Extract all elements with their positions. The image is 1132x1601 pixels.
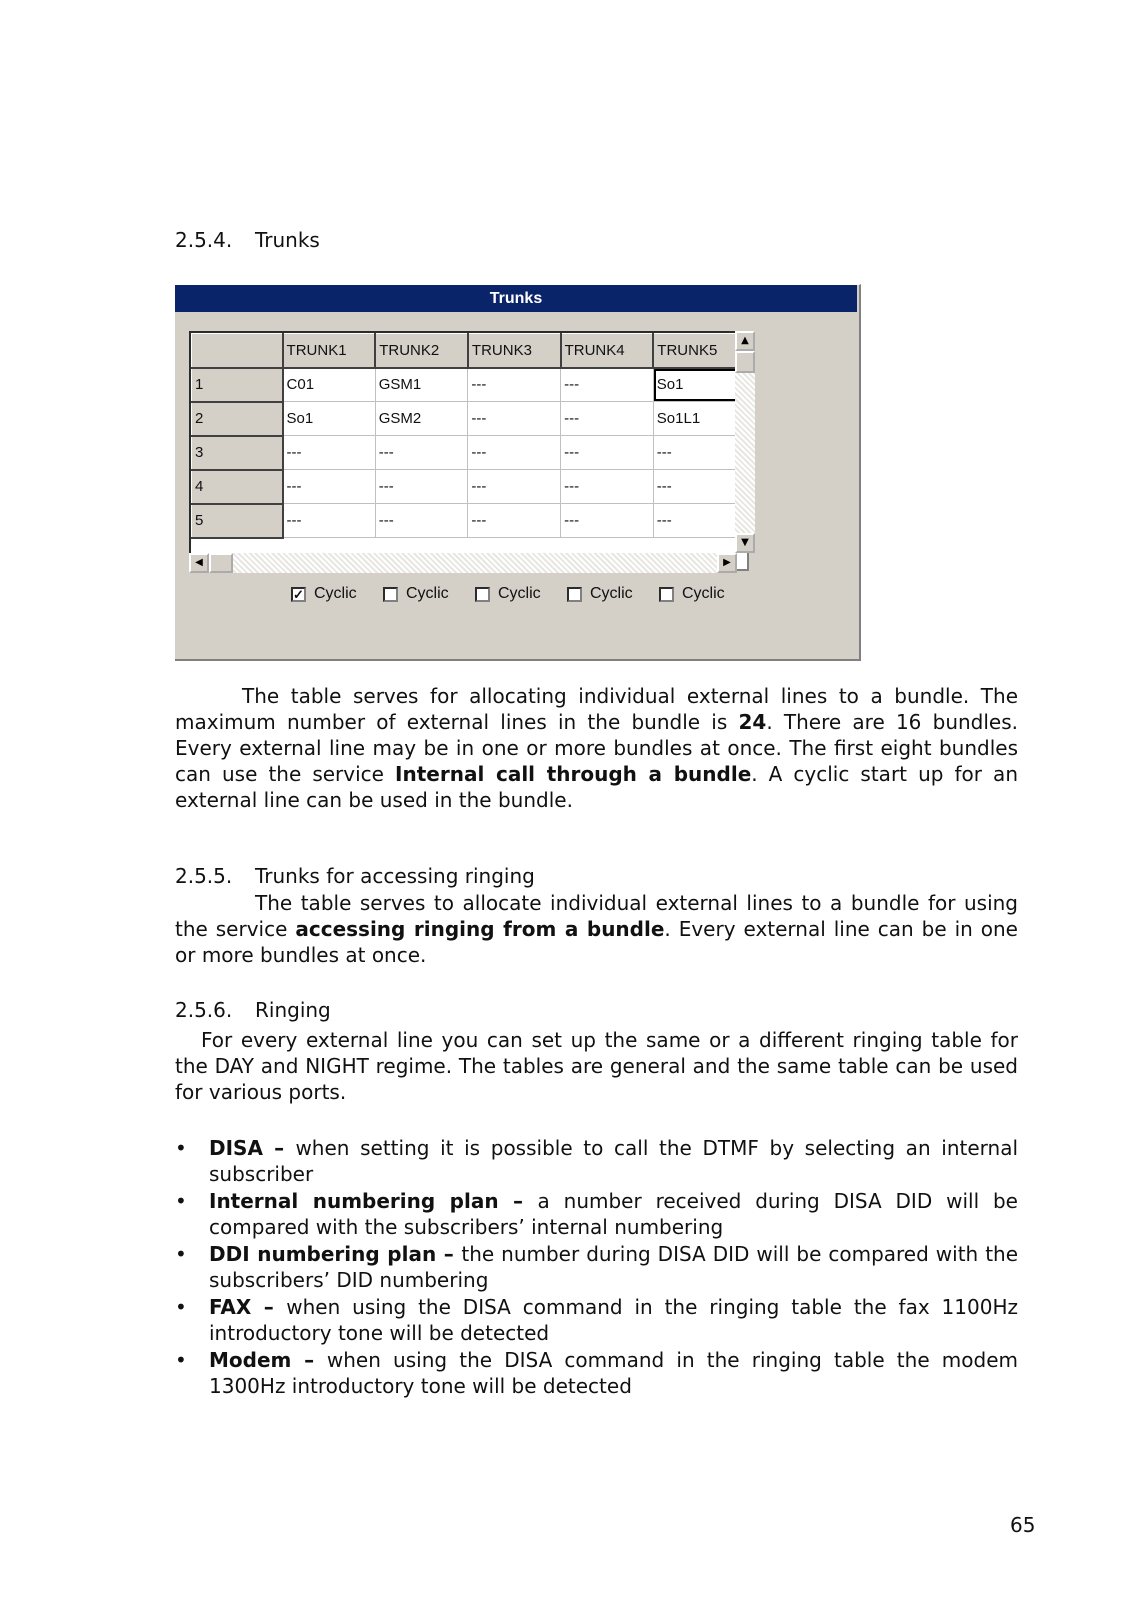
table-cell[interactable]: --- (375, 436, 468, 470)
bullet-term: FAX – (209, 1295, 287, 1319)
text-run: . Every external line can be in one or more bundles at once. (175, 917, 1018, 967)
bold-text: Internal call through a bundle (395, 762, 752, 786)
bullet-text: when using the DISA command in the ringing table the fax 1100Hz introductory tone will be detected (209, 1295, 1018, 1345)
table-row (192, 504, 747, 538)
text-run: . There are 16 bundles. Every external line may be in one or more bundles at once. The first eight bundles can use the service (175, 710, 1019, 786)
trunks-ringing-description (175, 890, 1018, 968)
header-trunk4[interactable]: TRUNK4 (561, 334, 654, 368)
section-heading-ringing (175, 998, 331, 1022)
row-header[interactable]: 3 (192, 436, 283, 470)
bold-text: accessing ringing from a bundle (295, 917, 665, 941)
bullet-text: when setting it is possible to call the DTMF by selecting an internal subscriber (209, 1136, 1018, 1186)
checkbox-icon[interactable] (659, 587, 674, 602)
trunks-grid (189, 331, 749, 571)
vertical-scroll-thumb[interactable] (735, 351, 755, 373)
text-run: The table serves for allocating individual external lines to a bundle. The maximum number of external lines in the bundle is (175, 684, 1018, 734)
section-heading-trunks-ringing (175, 864, 535, 888)
trunks-table (191, 333, 747, 539)
table-cell[interactable]: So1 (283, 402, 376, 436)
header-corner (192, 334, 283, 368)
bullet-text: when using the DISA command in the ringing table the modem 1300Hz introductory tone will be detected (209, 1348, 1018, 1398)
text-run: The table serves to allocate individual external lines to a bundle for using the service (175, 891, 1018, 941)
table-cell[interactable]: --- (468, 402, 561, 436)
scroll-left-arrow-icon[interactable]: ◀ (189, 553, 209, 573)
checkbox-label: Cyclic (498, 585, 541, 602)
section-number: 2.5.5. (175, 864, 233, 888)
cyclic-checkbox-trunk4[interactable] (567, 585, 633, 603)
list-item (175, 1347, 1018, 1399)
table-cell[interactable]: --- (468, 470, 561, 504)
section-number: 2.5.6. (175, 998, 233, 1022)
table-cell[interactable]: --- (283, 470, 376, 504)
checkbox-icon[interactable] (567, 587, 582, 602)
ringing-options-list (175, 1135, 1018, 1400)
text-run: For every external line you can set up the same or a different ringing table for the DAY and NIGHT regime. The tables are general and the same table can be used for various ports. (175, 1028, 1018, 1104)
dialog-title: Trunks (175, 285, 857, 312)
horizontal-scrollbar[interactable] (189, 553, 737, 573)
horizontal-scroll-thumb[interactable] (209, 553, 233, 573)
checkbox-label: Cyclic (590, 585, 633, 602)
table-cell[interactable]: --- (283, 436, 376, 470)
table-cell-selected[interactable]: So1 (653, 368, 746, 402)
table-cell[interactable]: --- (561, 402, 654, 436)
table-row (192, 436, 747, 470)
text-run: . A cyclic start up for an external line can be used in the bundle. (175, 762, 1018, 812)
table-cell[interactable]: --- (468, 368, 561, 402)
section-heading-trunks (175, 228, 320, 252)
scroll-down-arrow-icon[interactable]: ▼ (735, 533, 755, 553)
header-trunk2[interactable]: TRUNK2 (375, 334, 468, 368)
trunks-description (175, 683, 1018, 813)
checkbox-icon[interactable] (383, 587, 398, 602)
checkbox-label: Cyclic (406, 585, 449, 602)
trunks-dialog (175, 284, 861, 661)
table-cell[interactable]: --- (375, 470, 468, 504)
table-cell[interactable]: --- (468, 504, 561, 538)
list-item (175, 1241, 1018, 1293)
header-trunk1[interactable]: TRUNK1 (283, 334, 376, 368)
cyclic-checkbox-trunk1[interactable] (291, 585, 357, 603)
row-header[interactable]: 2 (192, 402, 283, 436)
checkbox-checked-icon[interactable]: ✓ (291, 587, 306, 602)
header-trunk5[interactable]: TRUNK5 (653, 334, 746, 368)
row-header[interactable]: 4 (192, 470, 283, 504)
page-number: 65 (1010, 1513, 1036, 1537)
cyclic-checkbox-trunk3[interactable] (475, 585, 541, 603)
table-cell[interactable]: --- (653, 436, 746, 470)
bullet-text: a number received during DISA DID will be compared with the subscribers’ internal numbering (209, 1189, 1018, 1239)
bullet-term: Modem – (209, 1348, 327, 1372)
table-row (192, 470, 747, 504)
cyclic-checkbox-trunk2[interactable] (383, 585, 449, 603)
section-title: Trunks for accessing ringing (255, 864, 535, 888)
checkbox-label: Cyclic (314, 585, 357, 602)
bullet-text: the number during DISA DID will be compared with the subscribers’ DID numbering (209, 1242, 1019, 1292)
section-number: 2.5.4. (175, 228, 233, 252)
scroll-right-arrow-icon[interactable]: ▶ (717, 553, 737, 573)
table-cell[interactable]: --- (653, 504, 746, 538)
bullet-term: Internal numbering plan – (209, 1189, 538, 1213)
table-cell[interactable]: --- (468, 436, 561, 470)
table-row (192, 368, 747, 402)
header-trunk3[interactable]: TRUNK3 (468, 334, 561, 368)
table-cell[interactable]: --- (375, 504, 468, 538)
table-cell[interactable]: GSM1 (375, 368, 468, 402)
table-cell[interactable]: --- (653, 470, 746, 504)
section-title: Trunks (255, 228, 320, 252)
table-cell[interactable]: GSM2 (375, 402, 468, 436)
table-cell[interactable]: --- (561, 436, 654, 470)
checkbox-label: Cyclic (682, 585, 725, 602)
bullet-term: DDI numbering plan – (209, 1242, 462, 1266)
list-item (175, 1294, 1018, 1346)
table-cell[interactable]: --- (283, 504, 376, 538)
table-cell[interactable]: --- (561, 470, 654, 504)
table-cell[interactable]: --- (561, 504, 654, 538)
list-item (175, 1188, 1018, 1240)
list-item (175, 1135, 1018, 1187)
table-header-row (192, 334, 747, 368)
checkbox-icon[interactable] (475, 587, 490, 602)
section-title: Ringing (255, 998, 331, 1022)
row-header[interactable]: 5 (192, 504, 283, 538)
cyclic-checkbox-trunk5[interactable] (659, 585, 725, 603)
table-cell[interactable]: So1L1 (653, 402, 746, 436)
bullet-term: DISA – (209, 1136, 296, 1160)
table-cell[interactable]: C01 (283, 368, 376, 402)
ringing-description (175, 1027, 1018, 1105)
table-cell[interactable]: --- (561, 368, 654, 402)
scroll-up-arrow-icon[interactable]: ▲ (735, 331, 755, 351)
row-header[interactable]: 1 (192, 368, 283, 402)
bold-text: 24 (738, 710, 767, 734)
table-row (192, 402, 747, 436)
